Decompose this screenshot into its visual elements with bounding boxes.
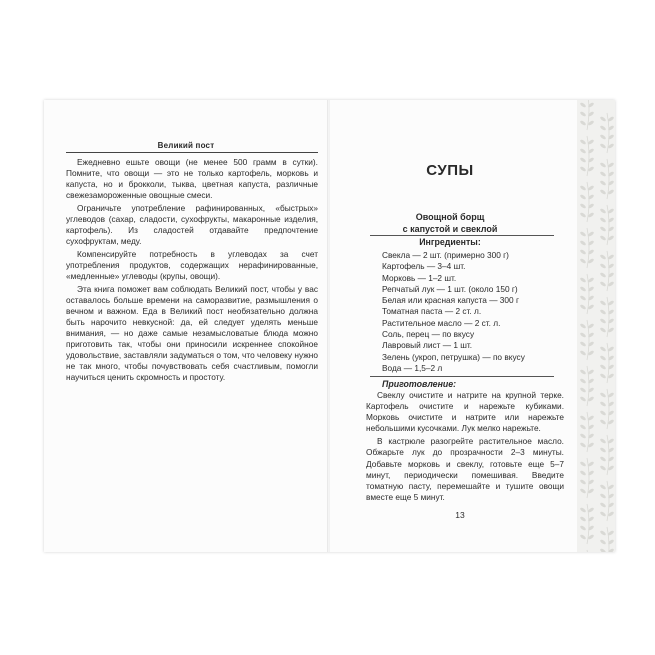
list-item: Репчатый лук — 1 шт. (около 150 г) <box>382 283 518 294</box>
list-item: Белая или красная капуста — 300 г <box>382 295 519 306</box>
paragraph: Ограничьте употребление рафинированных, «быстрых» углеводов (сахар, сладости, сухофрукты, макаронные изделия, картофель). Из сладостей отдавайте предпочтение сухофруктам, меду. <box>66 202 318 247</box>
leaf-pattern-border <box>577 100 615 552</box>
ingredients-list <box>382 250 572 374</box>
divider <box>370 376 554 377</box>
list-item: Вода — 1,5–2 л <box>382 362 443 373</box>
list-item: Растительное масло — 2 ст. л. <box>382 317 501 328</box>
paragraph: В кастрюле разогрейте растительное масло. Обжарьте лук до прозрачности 2–3 минуты. Добавьте морковь и свеклу, готовьте еще 5–7 минут, периодически помешивая. Введите томатную пасту, перемешайте и тушите овощи вместе еще 5 минут. <box>366 436 564 502</box>
list-item: Соль, перец — по вкусу <box>382 329 475 340</box>
paragraph: Эта книга поможет вам соблюдать Великий пост, чтобы у вас оставалось больше времени на саморазвитие, размышления о вечном и важном. Еда в Великий пост необязательно должна быть нарочито невкусной: да, ей следует уделять меньше внимания, — но даже самые незамысловатые блюда можно приготовить так, чтобы они приносили искреннее спокойное удовольствие, заставляли задуматься о том, что человеку нужно не так много, чтобы почувствовать себя счастливым, помогли научиться ценить скромность и простоту. <box>66 283 318 383</box>
left-page <box>44 100 328 552</box>
preparation-text <box>366 390 564 505</box>
list-item: Картофель — 3–4 шт. <box>382 261 466 272</box>
paragraph: Ежедневно ешьте овощи (не менее 500 грамм в сутки). Помните, что овощи — это не только картофель, морковь и капуста, но и брокколи, тыква, цветная капуста, различные свежезамороженные овощные смеси. <box>66 157 318 201</box>
running-head-rule <box>66 152 318 153</box>
list-item: Лавровый лист — 1 шт. <box>382 340 473 351</box>
recipe-name <box>330 211 570 235</box>
book-spread <box>44 100 615 552</box>
page-number: 13 <box>455 510 465 520</box>
left-page-text <box>66 157 318 385</box>
leaf-pattern-icon <box>577 100 615 552</box>
list-item: Зелень (укроп, петрушка) — по вкусу <box>382 351 525 362</box>
running-head: Великий пост <box>157 141 215 150</box>
list-item: Морковь — 1–2 шт. <box>382 272 457 283</box>
recipe-name-line: Овощной борщ <box>415 212 485 222</box>
ingredients-heading: Ингредиенты: <box>419 237 481 247</box>
section-title: СУПЫ <box>426 162 474 179</box>
paragraph: Свеклу очистите и натрите на крупной терке. Картофель очистите и нарежьте кубиками. Морковь очистите и натрите или нарежьте небольшими кусочками. Лук мелко нарежьте. <box>366 390 564 434</box>
divider <box>370 235 554 236</box>
recipe-name-line: с капустой и свеклой <box>402 224 498 234</box>
list-item: Томатная паста — 2 ст. л. <box>382 306 482 317</box>
right-page <box>330 100 615 552</box>
preparation-heading: Приготовление: <box>382 379 457 389</box>
paragraph: Компенсируйте потребность в углеводах за счет употребления продуктов, содержащих нерафинированные, «медленные» углеводы (крупы, овощи). <box>66 248 318 281</box>
list-item: Свекла — 2 шт. (примерно 300 г) <box>382 250 509 260</box>
